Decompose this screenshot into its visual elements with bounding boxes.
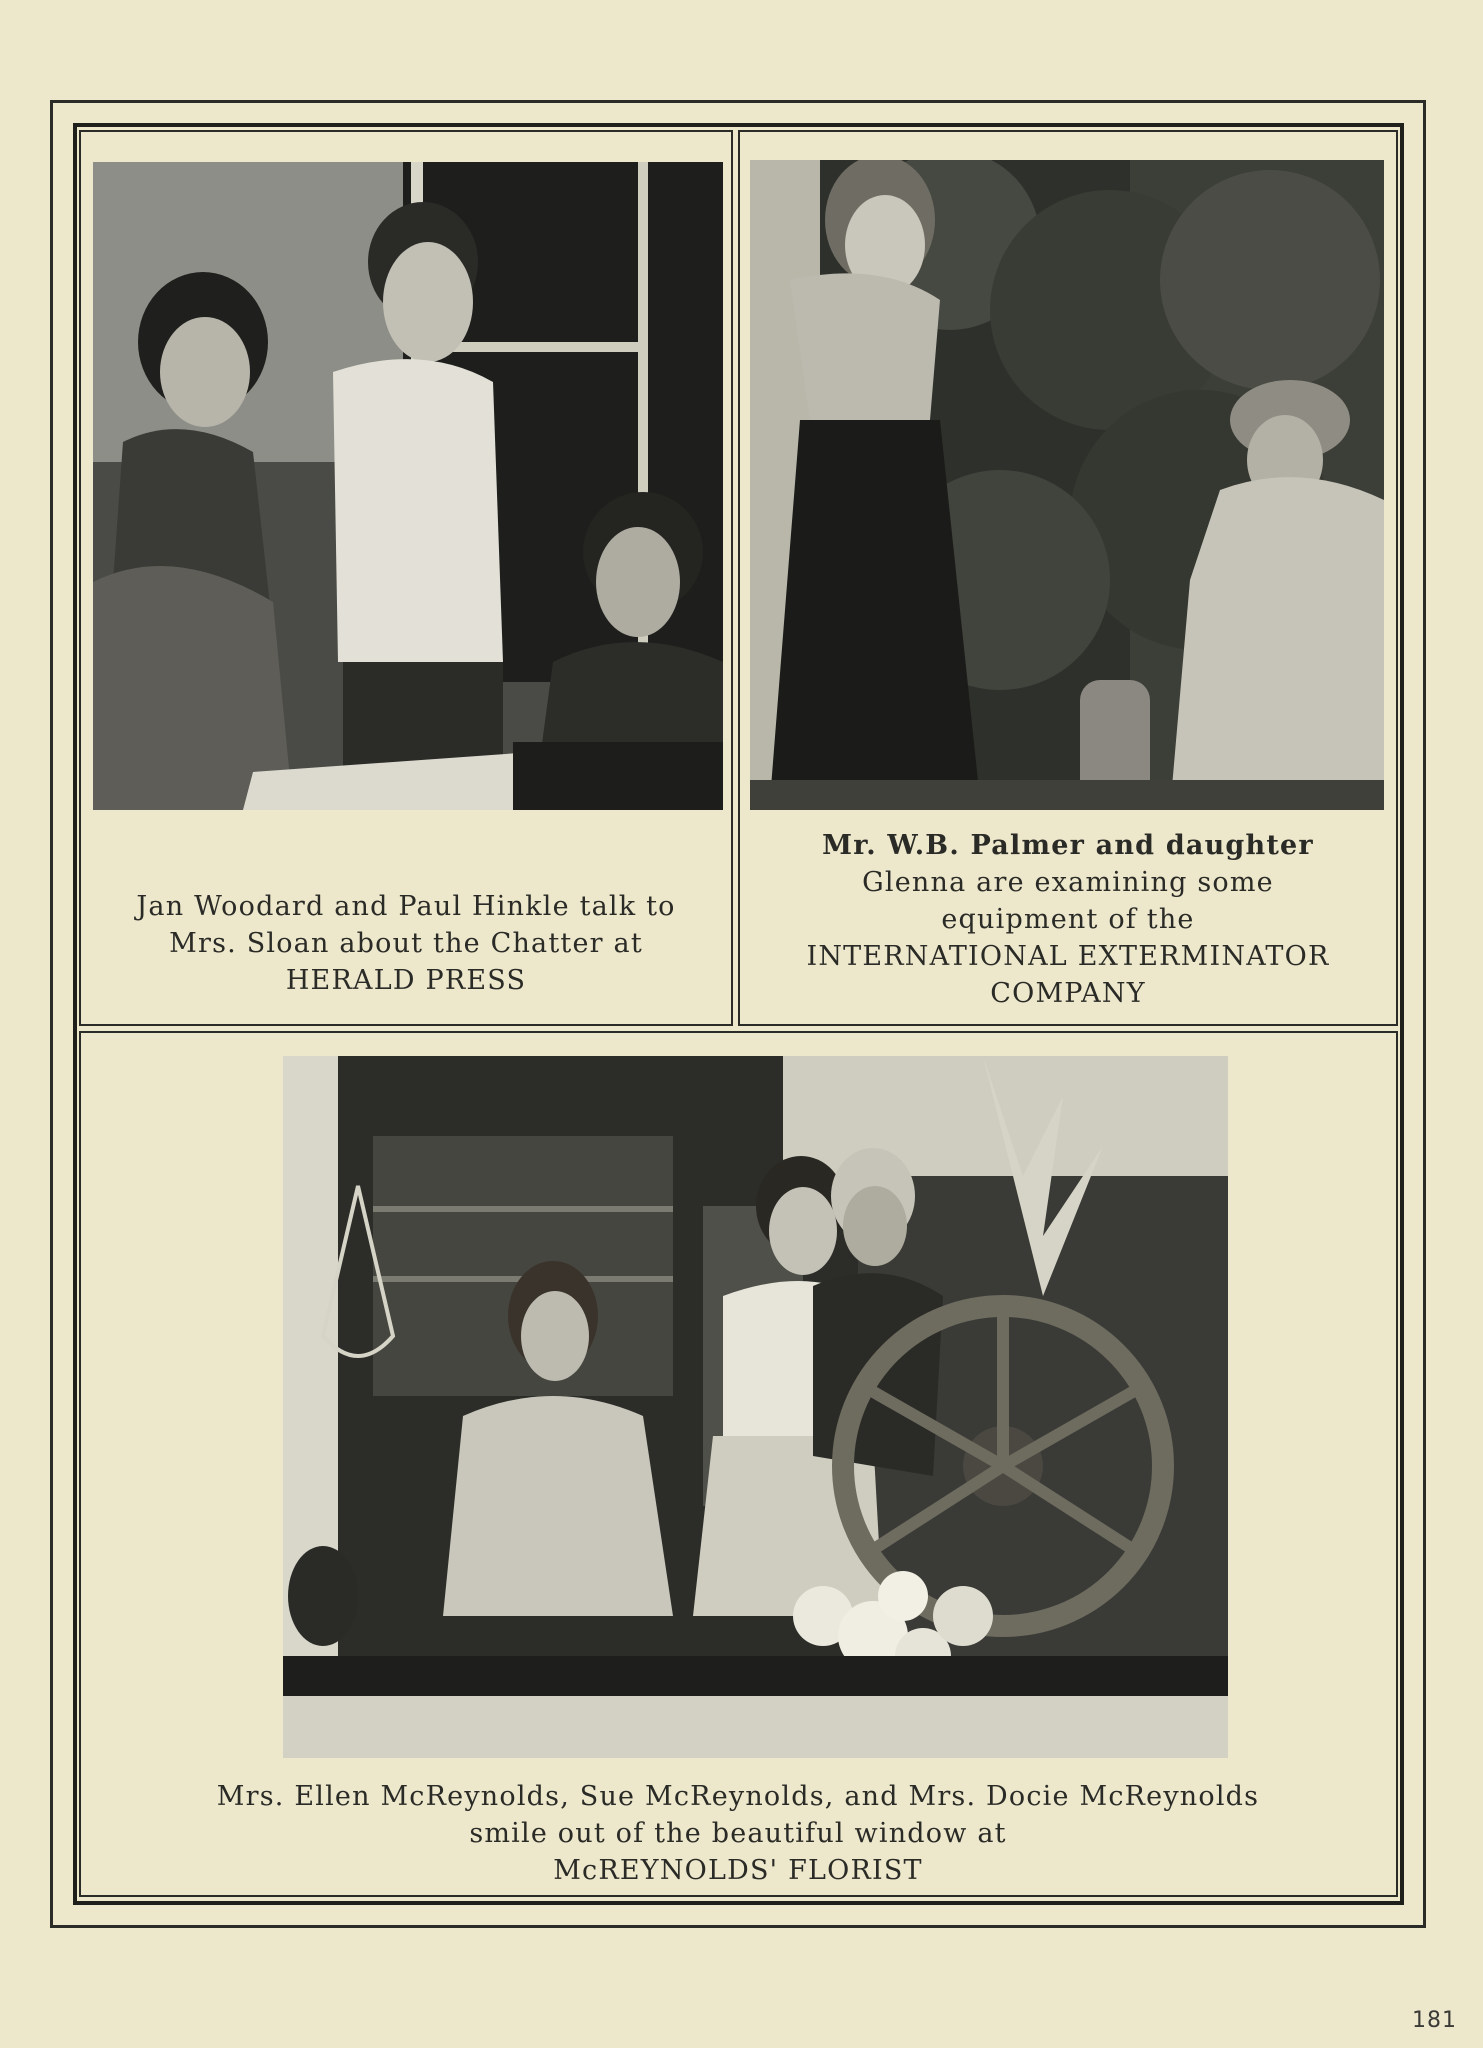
caption-line: smile out of the beautiful window at [469, 1818, 1007, 1849]
caption-business-name: INTERNATIONAL EXTERMINATOR [806, 941, 1330, 972]
caption-florist [80, 1778, 1396, 1889]
caption-line: equipment of the [941, 904, 1195, 935]
caption-business-name: McREYNOLDS' FLORIST [553, 1855, 923, 1886]
photo-florist [283, 1056, 1228, 1758]
caption-herald-press [80, 888, 732, 999]
caption-business-name: COMPANY [990, 978, 1146, 1009]
caption-line: Glenna are examining some [862, 867, 1274, 898]
photo-exterminator [750, 160, 1384, 810]
page-number: 181 [1412, 2008, 1457, 2033]
caption-line: Mrs. Ellen McReynolds, Sue McReynolds, and Mrs. Docie McReynolds [216, 1781, 1260, 1812]
photo-herald-press [93, 162, 723, 810]
caption-business-name: HERALD PRESS [285, 965, 527, 996]
caption-line: Jan Woodard and Paul Hinkle talk to [136, 891, 676, 922]
caption-line: Mr. W.B. Palmer and daughter [822, 830, 1314, 861]
caption-line: Mrs. Sloan about the Chatter at [169, 928, 643, 959]
caption-exterminator [740, 827, 1396, 1012]
